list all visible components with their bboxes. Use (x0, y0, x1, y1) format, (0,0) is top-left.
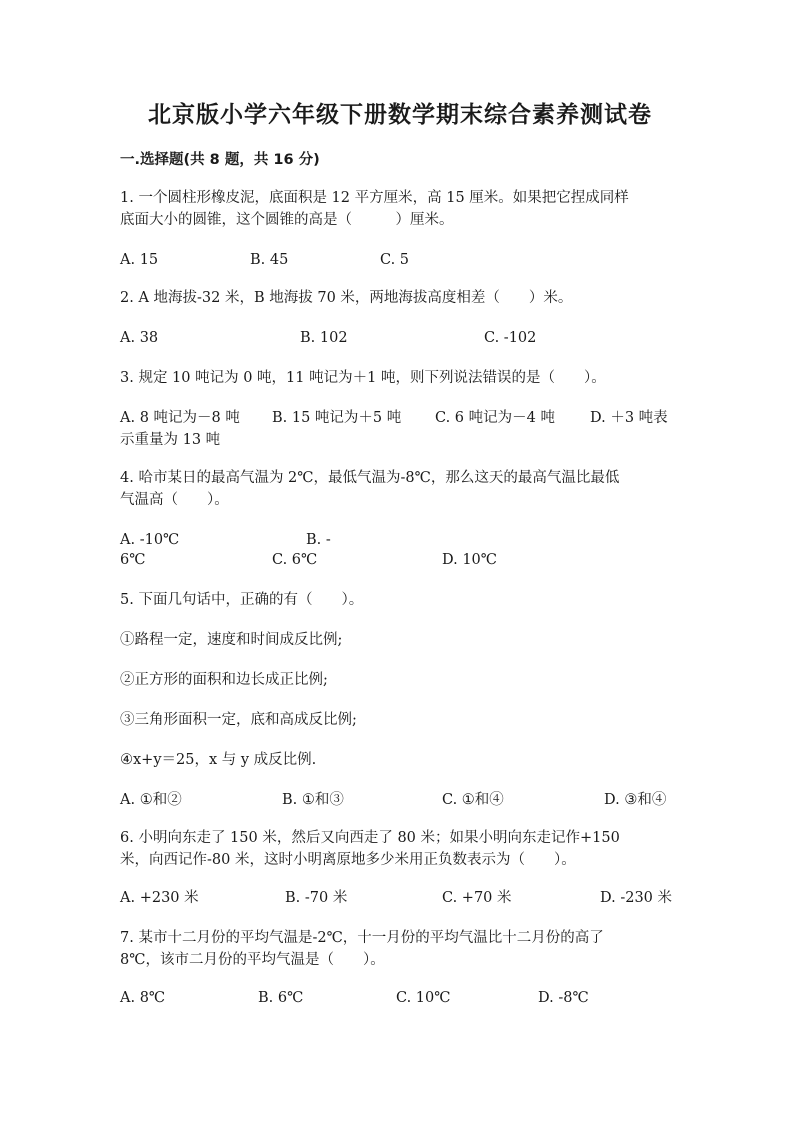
question-5-statement-3: ③三角形面积一定，底和高成反比例; (120, 712, 357, 728)
question-4-line-1: 4. 哈市某日的最高气温为 2℃，最低气温为-8℃，那么这天的最高气温比最低 (120, 470, 620, 486)
question-5-statement-1: ①路程一定，速度和时间成反比例; (120, 632, 343, 648)
question-7-option-c: C. 10℃ (396, 990, 451, 1006)
question-3-option-c: C. 6 吨记为－4 吨 (435, 410, 555, 426)
question-5-line-1: 5. 下面几句话中，正确的有（ ）。 (120, 592, 364, 608)
question-4-line-2: 气温高（ ）。 (120, 492, 229, 508)
question-4-option-b-continued: 6℃ (120, 552, 146, 568)
question-6-option-c: C. +70 米 (442, 890, 512, 906)
question-3-line-1: 3. 规定 10 吨记为 0 吨，11 吨记为＋1 吨，则下列说法错误的是（ ）。 (120, 370, 606, 386)
question-5-statement-2: ②正方形的面积和边长成正比例; (120, 672, 328, 688)
question-2-option-a: A. 38 (120, 330, 159, 346)
question-6-line-1: 6. 小明向东走了 150 米，然后又向西走了 80 米；如果小明向东走记作+150 (120, 830, 620, 846)
question-1-line-2: 底面大小的圆锥，这个圆锥的高是（ ）厘米。 (120, 212, 454, 228)
question-6-line-2: 米，向西记作-80 米，这时小明离原地多少米用正负数表示为（ ）。 (120, 852, 576, 868)
question-5-statement-4: ④x+y＝25，x 与 y 成反比例. (120, 752, 317, 768)
question-6-option-a: A. +230 米 (120, 890, 199, 906)
question-5-option-c: C. ①和④ (442, 792, 504, 808)
question-7-line-2: 8℃，该市二月份的平均气温是（ ）。 (120, 952, 385, 968)
question-7-option-b: B. 6℃ (258, 990, 304, 1006)
question-1-option-a: A. 15 (120, 252, 159, 268)
question-5-option-b: B. ①和③ (282, 792, 344, 808)
question-1-option-c: C. 5 (380, 252, 410, 268)
question-4-option-c: C. 6℃ (272, 552, 318, 568)
question-7-option-d: D. -8℃ (538, 990, 589, 1006)
question-2-option-b: B. 102 (300, 330, 348, 346)
page-title: 北京版小学六年级下册数学期末综合素养测试卷 (148, 102, 652, 128)
question-3-option-d-continued: 示重量为 13 吨 (120, 432, 221, 448)
question-6-option-d: D. -230 米 (600, 890, 673, 906)
question-4-option-a: A. -10℃ (120, 532, 180, 548)
question-3-option-b: B. 15 吨记为＋5 吨 (272, 410, 402, 426)
question-5-option-d: D. ③和④ (604, 792, 667, 808)
question-2-option-c: C. -102 (484, 330, 537, 346)
question-1-option-b: B. 45 (250, 252, 289, 268)
question-4-option-b: B. - (306, 532, 331, 548)
question-5-option-a: A. ①和② (120, 792, 182, 808)
question-4-option-d: D. 10℃ (442, 552, 497, 568)
question-1-line-1: 1. 一个圆柱形橡皮泥，底面积是 12 平方厘米，高 15 厘米。如果把它捏成同样 (120, 190, 629, 206)
question-3-option-d: D. ＋3 吨表 (590, 410, 668, 426)
section-heading: 一.选择题(共 8 题，共 16 分) (120, 152, 320, 168)
question-2-line-1: 2. A 地海拔-32 米，B 地海拔 70 米，两地海拔高度相差（ ）米。 (120, 290, 573, 306)
question-6-option-b: B. -70 米 (285, 890, 348, 906)
question-7-option-a: A. 8℃ (120, 990, 166, 1006)
question-7-line-1: 7. 某市十二月份的平均气温是-2℃，十一月份的平均气温比十二月份的高了 (120, 930, 604, 946)
question-3-option-a: A. 8 吨记为－8 吨 (120, 410, 240, 426)
